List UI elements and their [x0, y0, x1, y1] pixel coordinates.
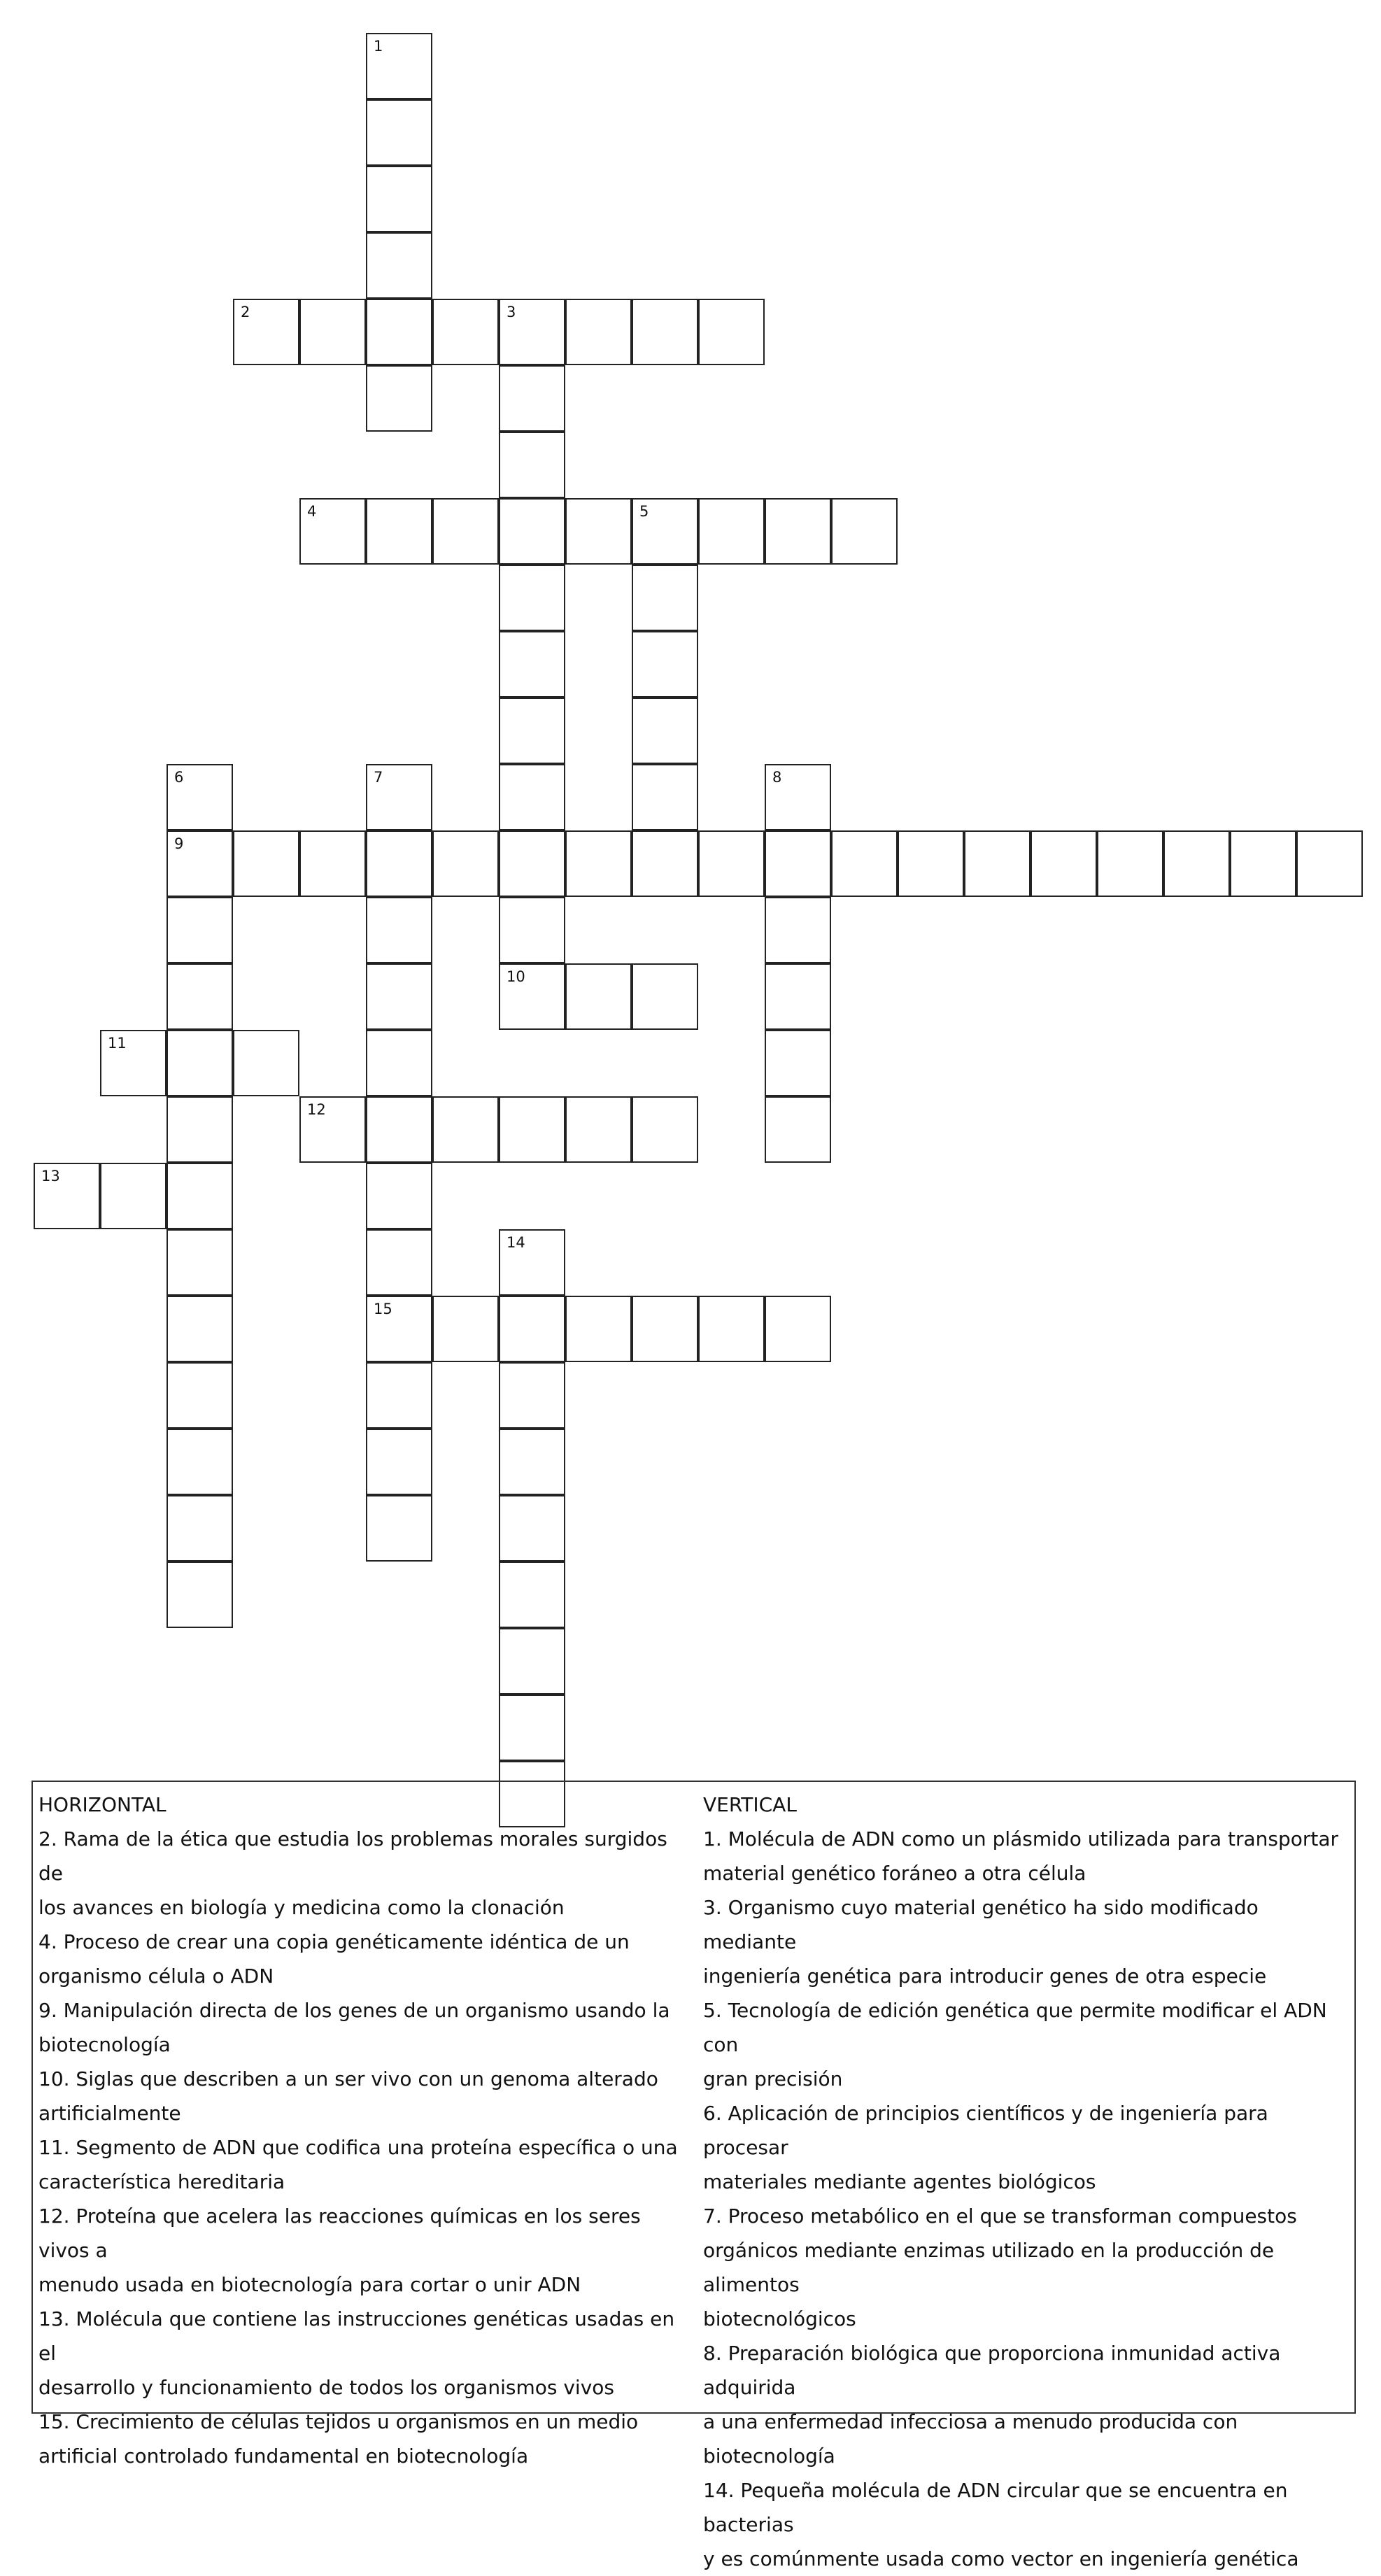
clue-line: 1. Molécula de ADN como un plásmido utilizada para transportar	[703, 1827, 1339, 1850]
clue-number: 13	[41, 1168, 60, 1184]
crossword-cell[interactable]	[765, 764, 831, 830]
crossword-cell[interactable]	[233, 830, 299, 897]
crossword-cell[interactable]	[366, 1495, 432, 1562]
horizontal-clues	[38, 1788, 693, 2473]
crossword-cell[interactable]	[698, 498, 765, 565]
crossword-cell[interactable]	[499, 897, 565, 963]
clue-number: 7	[374, 769, 383, 786]
crossword-cell[interactable]	[167, 1229, 233, 1296]
crossword-cell[interactable]	[499, 365, 565, 432]
crossword-cell[interactable]	[432, 299, 499, 365]
crossword-cell[interactable]	[499, 1562, 565, 1628]
clue-number: 11	[108, 1035, 127, 1052]
crossword-cell[interactable]	[499, 299, 565, 365]
crossword-cell[interactable]	[366, 365, 432, 432]
crossword-cell[interactable]	[432, 1096, 499, 1163]
crossword-cell[interactable]	[366, 1429, 432, 1495]
crossword-cell[interactable]	[366, 963, 432, 1030]
crossword-cell[interactable]	[1097, 830, 1163, 897]
clue-number: 15	[374, 1301, 392, 1317]
crossword-cell[interactable]	[1230, 830, 1296, 897]
crossword-cell[interactable]	[299, 830, 366, 897]
crossword-cell[interactable]	[167, 1362, 233, 1429]
crossword-cell[interactable]	[565, 1296, 632, 1362]
crossword-cell[interactable]	[499, 1229, 565, 1296]
crossword-cell[interactable]	[765, 1296, 831, 1362]
crossword-cell[interactable]	[632, 498, 698, 565]
crossword-cell[interactable]	[698, 830, 765, 897]
clue-line: 6. Aplicación de principios científicos y de ingeniería para procesar	[703, 2102, 1268, 2159]
crossword-cell[interactable]	[100, 1163, 167, 1229]
crossword-cell[interactable]	[765, 1030, 831, 1096]
crossword-cell[interactable]	[167, 1495, 233, 1562]
clue-line: desarrollo y funcionamiento de todos los organismos vivos	[38, 2376, 614, 2399]
clue-line: biotecnológicos	[703, 2307, 856, 2330]
crossword-cell[interactable]	[167, 1163, 233, 1229]
clue-line: 13. Molécula que contiene las instrucciones genéticas usadas en el	[38, 2307, 675, 2365]
clue-number: 1	[374, 38, 383, 55]
crossword-cell[interactable]	[565, 299, 632, 365]
crossword-cell[interactable]	[632, 698, 698, 764]
crossword-cell[interactable]	[499, 1694, 565, 1761]
clue-line: 5. Tecnología de edición genética que permite modificar el ADN con	[703, 1999, 1327, 2056]
crossword-cell[interactable]	[632, 299, 698, 365]
crossword-cell[interactable]	[167, 1030, 233, 1096]
vertical-clues	[703, 1788, 1350, 2576]
crossword-cell[interactable]	[698, 299, 765, 365]
crossword-cell[interactable]	[432, 1296, 499, 1362]
crossword-cell[interactable]	[167, 1096, 233, 1163]
clue-number: 3	[507, 304, 516, 320]
clue-line: 14. Pequeña molécula de ADN circular que se encuentra en bacterias	[703, 2479, 1288, 2536]
crossword-cell[interactable]	[366, 830, 432, 897]
crossword-cell[interactable]	[632, 830, 698, 897]
clue-line: menudo usada en biotecnología para cortar o unir ADN	[38, 2273, 581, 2296]
crossword-cell[interactable]	[632, 565, 698, 631]
clue-line: 9. Manipulación directa de los genes de un organismo usando la	[38, 1999, 670, 2022]
crossword-cell[interactable]	[299, 498, 366, 565]
crossword-cell[interactable]	[499, 764, 565, 830]
clue-number: 14	[507, 1234, 525, 1251]
crossword-cell[interactable]	[632, 1096, 698, 1163]
clue-line: artificial controlado fundamental en biotecnología	[38, 2444, 529, 2468]
clue-line: 11. Segmento de ADN que codifica una proteína específica o una	[38, 2136, 678, 2159]
clue-line: gran precisión	[703, 2067, 843, 2090]
crossword-cell[interactable]	[499, 1495, 565, 1562]
crossword-cell[interactable]	[432, 830, 499, 897]
crossword-cell[interactable]	[366, 1362, 432, 1429]
crossword-cell[interactable]	[432, 498, 499, 565]
crossword-cell[interactable]	[499, 1628, 565, 1694]
crossword-cell[interactable]	[632, 631, 698, 698]
crossword-cell[interactable]	[632, 764, 698, 830]
crossword-cell[interactable]	[499, 1296, 565, 1362]
clue-line: a una enfermedad infecciosa a menudo producida con biotecnología	[703, 2410, 1238, 2468]
clue-line: característica hereditaria	[38, 2170, 285, 2193]
clue-line: y es comúnmente usada como vector en ingeniería genética	[703, 2547, 1299, 2570]
crossword-cell[interactable]	[499, 631, 565, 698]
clue-number: 8	[772, 769, 782, 786]
crossword-cell[interactable]	[499, 1429, 565, 1495]
clue-line: organismo célula o ADN	[38, 1965, 274, 1988]
vertical-heading: VERTICAL	[703, 1793, 797, 1816]
crossword-cell[interactable]	[565, 963, 632, 1030]
clue-line: materiales mediante agentes biológicos	[703, 2170, 1096, 2193]
clue-line: material genético foráneo a otra célula	[703, 1862, 1086, 1885]
crossword-cell[interactable]	[831, 830, 898, 897]
clue-number: 10	[507, 968, 525, 985]
crossword-cell[interactable]	[499, 1096, 565, 1163]
clue-line: los avances en biología y medicina como la clonación	[38, 1896, 565, 1919]
crossword-cell[interactable]	[167, 764, 233, 830]
clue-line: orgánicos mediante enzimas utilizado en la producción de alimentos	[703, 2239, 1275, 2296]
crossword-cell[interactable]	[34, 1163, 100, 1229]
crossword-cell[interactable]	[366, 764, 432, 830]
clue-line: artificialmente	[38, 2102, 181, 2125]
clue-line: 7. Proceso metabólico en el que se transforman compuestos	[703, 2205, 1297, 2228]
crossword-cell[interactable]	[765, 830, 831, 897]
crossword-cell[interactable]	[233, 299, 299, 365]
crossword-cell[interactable]	[964, 830, 1031, 897]
crossword-cell[interactable]	[898, 830, 964, 897]
clue-line: 15. Crecimiento de células tejidos u organismos en un medio	[38, 2410, 639, 2433]
crossword-cell[interactable]	[1163, 830, 1230, 897]
clue-line: biotecnología	[38, 2033, 171, 2056]
clue-line: 4. Proceso de crear una copia genéticamente idéntica de un	[38, 1930, 630, 1953]
crossword-cell[interactable]	[299, 299, 366, 365]
clue-box	[31, 1781, 1356, 2570]
crossword-cell[interactable]	[366, 498, 432, 565]
crossword-cell[interactable]	[765, 963, 831, 1030]
crossword-cell[interactable]	[565, 498, 632, 565]
clue-number: 2	[241, 304, 250, 320]
crossword-cell[interactable]	[765, 897, 831, 963]
crossword-cell[interactable]	[366, 1096, 432, 1163]
crossword-cell[interactable]	[167, 830, 233, 897]
crossword-cell[interactable]	[632, 963, 698, 1030]
crossword-cell[interactable]	[499, 565, 565, 631]
clue-number: 5	[639, 503, 649, 520]
clue-line: 12. Proteína que acelera las reacciones químicas en los seres vivos a	[38, 2205, 641, 2262]
crossword-cell[interactable]	[366, 99, 432, 166]
crossword-cell[interactable]	[366, 33, 432, 99]
horizontal-heading: HORIZONTAL	[38, 1793, 167, 1816]
crossword-cell[interactable]	[167, 1296, 233, 1362]
crossword-cell[interactable]	[565, 830, 632, 897]
crossword-cell[interactable]	[366, 166, 432, 232]
crossword-cell[interactable]	[499, 830, 565, 897]
crossword-cell[interactable]	[698, 1296, 765, 1362]
crossword-cell[interactable]	[366, 1163, 432, 1229]
crossword-cell[interactable]	[1031, 830, 1097, 897]
crossword-cell[interactable]	[233, 1030, 299, 1096]
crossword-cell[interactable]	[366, 897, 432, 963]
clue-number: 6	[174, 769, 184, 786]
crossword-cell[interactable]	[499, 698, 565, 764]
crossword-cell[interactable]	[499, 432, 565, 498]
crossword-cell[interactable]	[565, 1096, 632, 1163]
crossword-cell[interactable]	[632, 1296, 698, 1362]
crossword-cell[interactable]	[167, 897, 233, 963]
crossword-cell[interactable]	[100, 1030, 167, 1096]
crossword-cell[interactable]	[366, 1030, 432, 1096]
crossword-cell[interactable]	[167, 1562, 233, 1628]
crossword-cell[interactable]	[366, 1296, 432, 1362]
clue-number: 4	[307, 503, 317, 520]
crossword-cell[interactable]	[499, 498, 565, 565]
clue-number: 12	[307, 1101, 326, 1118]
clue-line: 10. Siglas que describen a un ser vivo con un genoma alterado	[38, 2067, 658, 2090]
crossword-cell[interactable]	[499, 1362, 565, 1429]
clue-line: 8. Preparación biológica que proporciona inmunidad activa adquirida	[703, 2342, 1281, 2399]
crossword-cell[interactable]	[366, 1229, 432, 1296]
crossword-cell[interactable]	[299, 1096, 366, 1163]
crossword-cell[interactable]	[765, 1096, 831, 1163]
clue-line: ingeniería genética para introducir genes de otra especie	[703, 1965, 1267, 1988]
crossword-cell[interactable]	[366, 299, 432, 365]
crossword-cell[interactable]	[167, 1429, 233, 1495]
clue-line: 3. Organismo cuyo material genético ha sido modificado mediante	[703, 1896, 1259, 1953]
crossword-cell[interactable]	[1296, 830, 1363, 897]
clue-line: 2. Rama de la ética que estudia los problemas morales surgidos de	[38, 1827, 667, 1885]
crossword-cell[interactable]	[167, 963, 233, 1030]
crossword-cell[interactable]	[499, 963, 565, 1030]
crossword-cell[interactable]	[765, 498, 831, 565]
crossword-cell[interactable]	[831, 498, 898, 565]
clue-number: 9	[174, 835, 184, 852]
crossword-cell[interactable]	[366, 232, 432, 299]
